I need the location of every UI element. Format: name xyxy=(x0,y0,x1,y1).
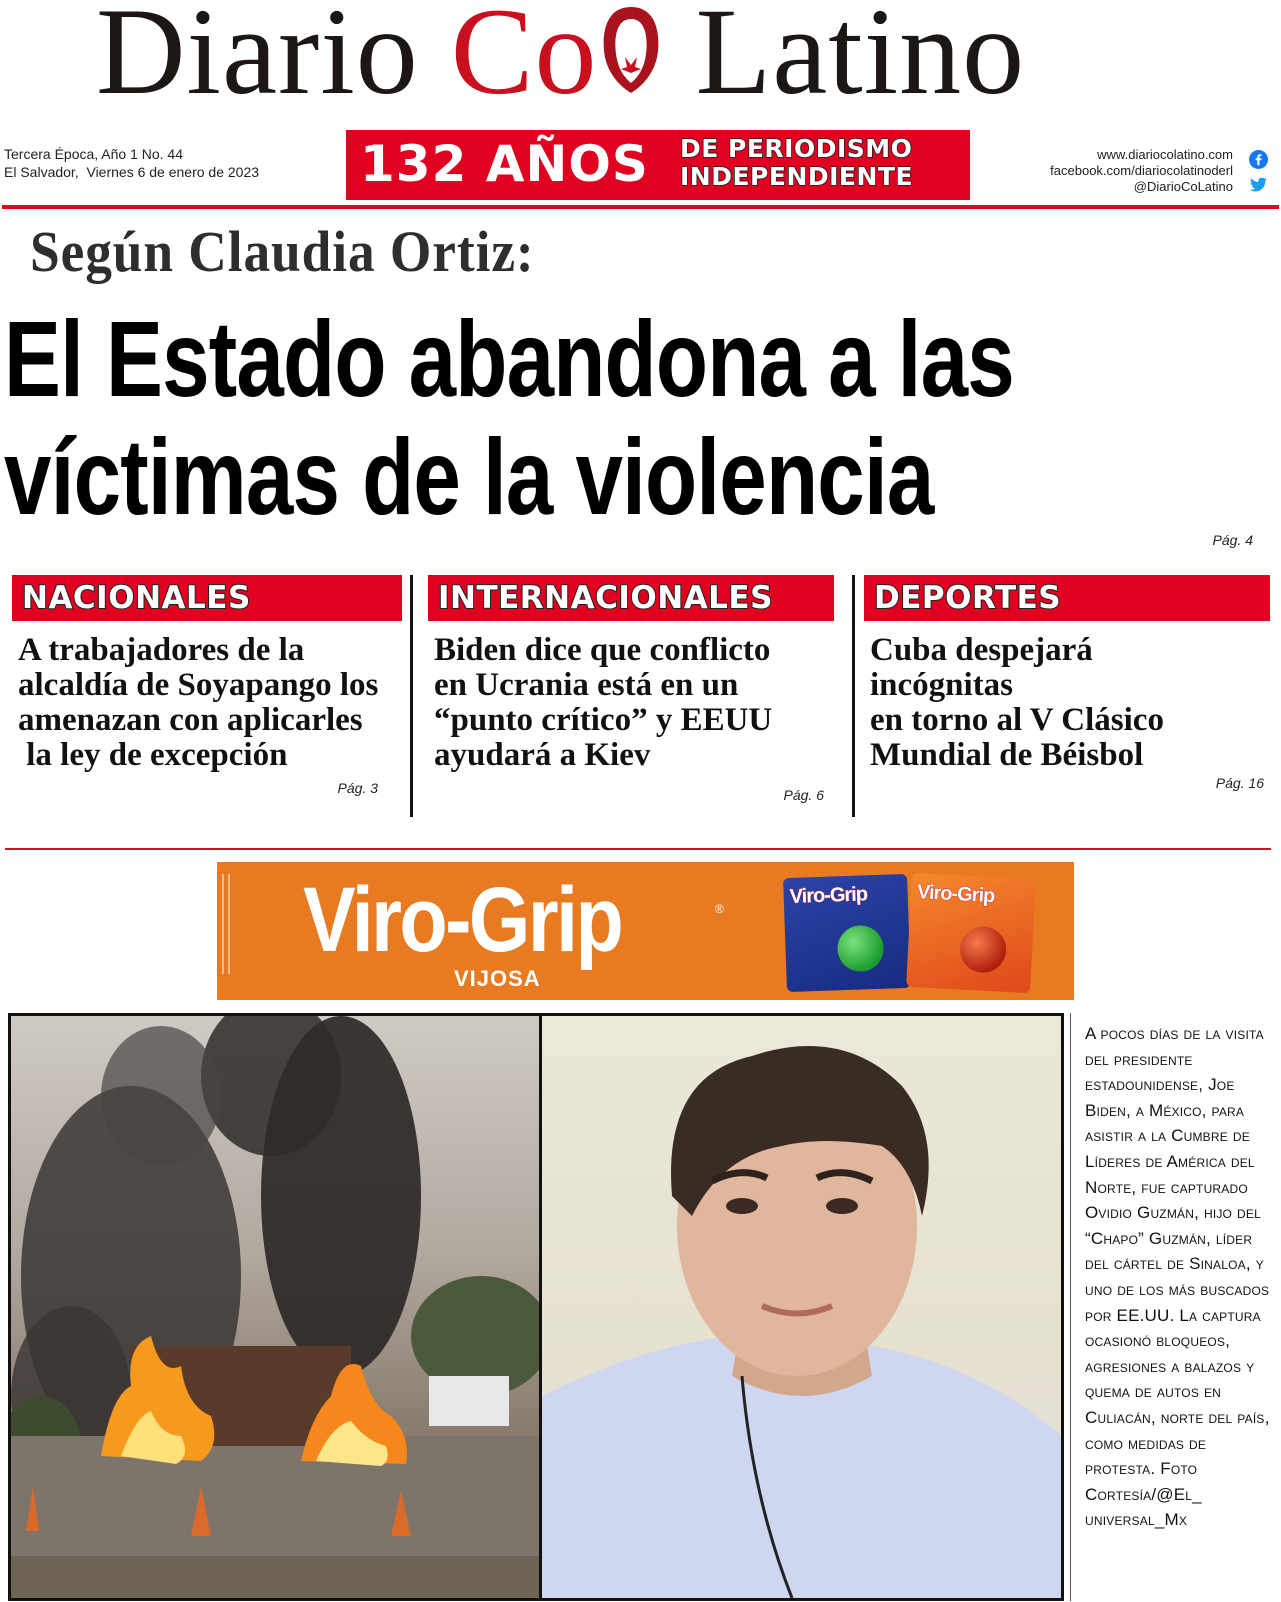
lead-kicker: Según Claudia Ortiz: xyxy=(30,219,535,284)
section-internacionales[interactable] xyxy=(428,575,834,815)
twitter-link[interactable]: @DiarioCoLatino xyxy=(1133,179,1233,194)
section-label: INTERNACIONALES xyxy=(438,580,773,616)
section-story-title: Cuba despejará incógnitas en torno al V Clásico Mundial de Béisbol xyxy=(870,632,1164,773)
section-label: NACIONALES xyxy=(22,580,251,616)
green-lozenge-icon xyxy=(837,925,885,973)
anniversary-years: 132 AÑOS xyxy=(360,135,649,193)
column-divider xyxy=(410,575,413,817)
section-page-ref[interactable]: Pág. 3 xyxy=(337,780,378,796)
photo-caption: A pocos días de la visita del presidente estadounidense, Joe Biden, a México, para asistir a la Cumbre de Líderes de América del Norte, fue capturado Ovidio Guzmán, hijo del “Chapo” Guzmán, líder del cártel de Sinaloa, y uno de los más buscados por EE.UU. La captura ocasionó bloqueos, agresiones a balazos y quema de autos en Culiacán, norte del país, como medidas de protesta. Foto Cortesía/@El_ universal_Mx xyxy=(1070,1013,1280,1601)
lead-page-ref[interactable]: Pág. 4 xyxy=(1212,532,1253,548)
product-package-blue xyxy=(783,874,911,992)
section-page-ref[interactable]: Pág. 16 xyxy=(1215,775,1264,791)
lead-headline-line-1: El Estado abandona a las xyxy=(4,298,1014,419)
logo-text-diario: Diario xyxy=(96,0,451,120)
section-label: DEPORTES xyxy=(874,580,1062,616)
package-label: Viro-Grip xyxy=(916,881,995,908)
masthead-divider xyxy=(2,205,1279,209)
website-link[interactable]: www.diariocolatino.com xyxy=(1097,147,1233,162)
ad-fine-print xyxy=(222,874,238,984)
burning-vehicles-photo[interactable] xyxy=(11,1016,539,1598)
section-label-band xyxy=(428,575,834,621)
phoenix-logo-icon xyxy=(598,0,664,88)
section-deportes[interactable] xyxy=(864,575,1270,815)
ad-manufacturer: VIJOSA xyxy=(454,966,541,991)
facebook-link[interactable]: facebook.com/diariocolatinoderl xyxy=(1050,163,1233,178)
newspaper-logo[interactable] xyxy=(96,0,1025,122)
package-label: Viro-Grip xyxy=(789,883,868,908)
anniversary-slogan xyxy=(680,135,913,191)
section-story-title: Biden dice que conflicto en Ucrania está en un “punto crítico” y EEUU ayudará a Kiev xyxy=(434,632,773,773)
anniversary-banner xyxy=(346,130,970,200)
edition-info xyxy=(4,145,259,181)
red-lozenge-icon xyxy=(959,925,1007,973)
logo-text-latino: Latino xyxy=(663,0,1026,120)
registered-mark: ® xyxy=(715,902,724,916)
edition-number: Tercera Época, Año 1 No. 44 xyxy=(4,146,183,162)
logo-text-co: Co xyxy=(450,0,598,120)
burning-vehicles-illustration xyxy=(11,1016,539,1598)
portrait-illustration xyxy=(542,1016,1061,1598)
section-label-band xyxy=(864,575,1270,621)
column-divider xyxy=(852,575,855,817)
slogan-line-2: INDEPENDIENTE xyxy=(680,162,914,191)
twitter-icon[interactable] xyxy=(1249,175,1268,194)
ovidio-guzman-photo[interactable] xyxy=(542,1016,1061,1598)
edition-date: El Salvador, Viernes 6 de enero de 2023 xyxy=(4,164,260,180)
sections-divider xyxy=(5,848,1271,850)
lead-headline-line-2: víctimas de la violencia xyxy=(4,416,934,537)
slogan-line-1: DE PERIODISMO xyxy=(680,134,913,163)
product-package-orange xyxy=(906,873,1036,993)
lead-headline[interactable] xyxy=(4,300,1014,536)
facebook-icon[interactable] xyxy=(1249,150,1268,169)
ad-brand-name: Viro-Grip xyxy=(303,869,622,971)
section-page-ref[interactable]: Pág. 6 xyxy=(783,787,824,803)
photo-panel xyxy=(8,1013,1064,1601)
social-icons xyxy=(1249,150,1269,200)
section-story-title: A trabajadores de la alcaldía de Soyapango los amenazan con aplicarles la ley de excepción xyxy=(18,632,379,773)
section-nacionales[interactable] xyxy=(12,575,402,815)
section-label-band xyxy=(12,575,402,621)
viro-grip-advertisement[interactable] xyxy=(217,862,1074,1000)
social-links xyxy=(1050,147,1233,195)
